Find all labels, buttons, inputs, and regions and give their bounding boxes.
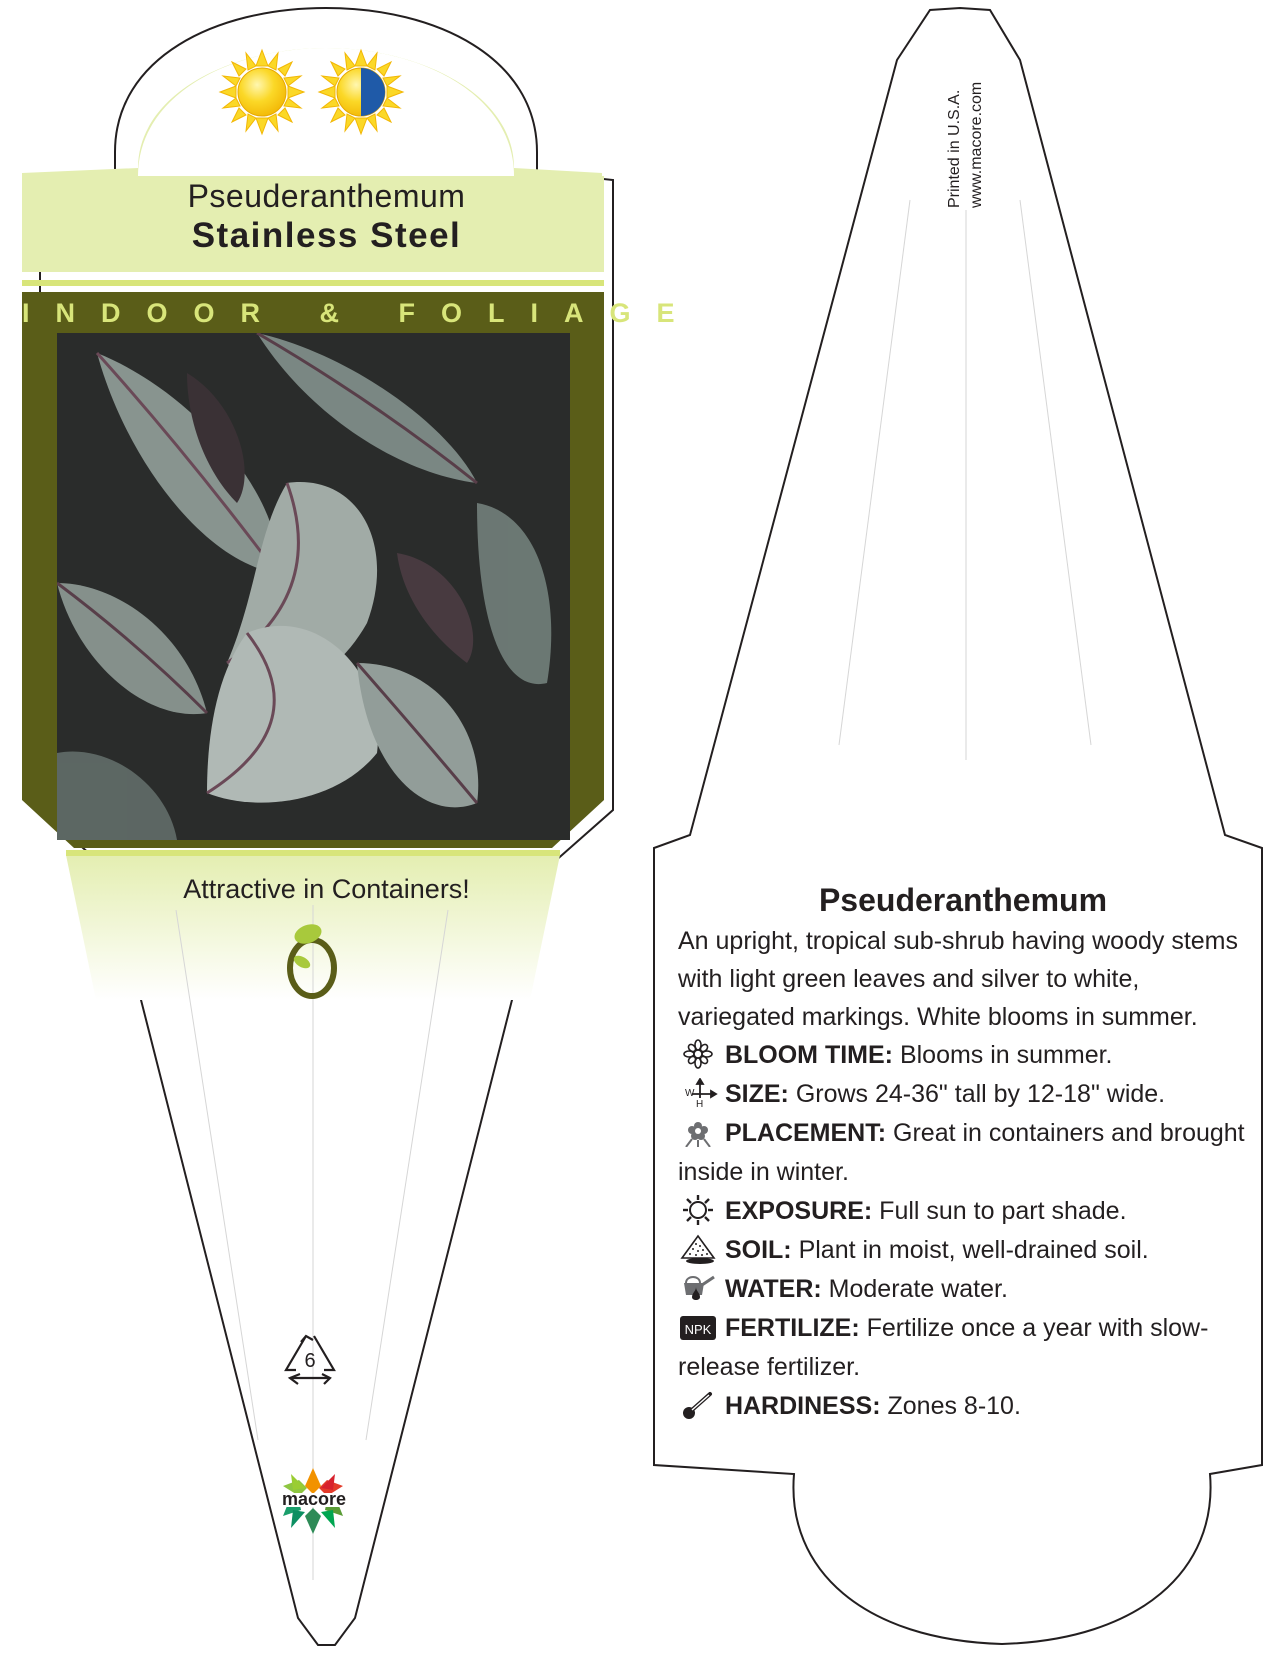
exposure-label: EXPOSURE: [724,1197,873,1225]
size-label: SIZE: [724,1080,789,1108]
fertilize-text: Fertilize once a year with slow-release fertilizer. [678,1314,1209,1381]
size-text: Grows 24-36" tall by 12-18" wide. [795,1080,1166,1108]
part-shade-icon [319,50,403,134]
watering-can-icon [678,1273,718,1303]
soil-pile-icon [678,1234,718,1264]
size-h-letter: H [696,1099,704,1108]
hardiness-text: Zones 8-10. [887,1392,1021,1420]
detail-placement [678,1114,1248,1192]
npk-letters: NPK [684,1322,712,1337]
plant-photo [57,333,570,840]
placement-label: PLACEMENT: [724,1119,887,1147]
detail-bloom-time [678,1036,1248,1075]
printed-line1: Printed in U.S.A. [946,89,963,208]
detail-size [678,1075,1248,1114]
description: An upright, tropical sub-shrub having woody stems with light green leaves and silver to white, variegated markings. White blooms in summer. [678,927,1239,1031]
water-label: WATER: [724,1275,822,1303]
printed-line2: www.macore.com [968,81,985,208]
placement-text: Great in containers and brought inside in winter. [678,1119,1245,1186]
category-label: INDOOR & FOLIAGE [22,298,701,328]
detail-hardiness [678,1387,1248,1426]
soil-text: Plant in moist, well-drained soil. [798,1236,1149,1264]
flower-icon [678,1039,718,1069]
exposure-text: Full sun to part shade. [879,1197,1127,1225]
size-arrows-icon [678,1078,718,1108]
placement-flower-icon [678,1117,718,1147]
recycle-number: 6 [304,1350,316,1372]
soil-label: SOIL: [724,1236,792,1264]
tagline: Attractive in Containers! [183,874,470,904]
scientific-name: Pseuderanthemum [818,882,1108,918]
detail-water [678,1270,1248,1309]
fertilize-label: FERTILIZE: [724,1314,860,1342]
bloom-time-label: BLOOM TIME: [724,1041,893,1069]
detail-fertilize [678,1309,1248,1387]
detail-soil [678,1231,1248,1270]
sun-icon [678,1195,718,1225]
care-info [678,880,1248,1426]
detail-exposure [678,1192,1248,1231]
brand-name: macore [281,1489,347,1509]
common-name-line2: Stainless Steel [191,216,462,255]
full-sun-icon [220,50,304,134]
hardiness-label: HARDINESS: [724,1392,881,1420]
npk-icon [678,1312,718,1342]
common-name-line1: Pseuderanthemum [187,178,466,214]
size-w-letter: W [685,1088,695,1099]
printed-info [944,48,988,208]
bloom-time-text: Blooms in summer. [899,1041,1113,1069]
water-text: Moderate water. [828,1275,1008,1303]
thermometer-icon [678,1390,718,1420]
